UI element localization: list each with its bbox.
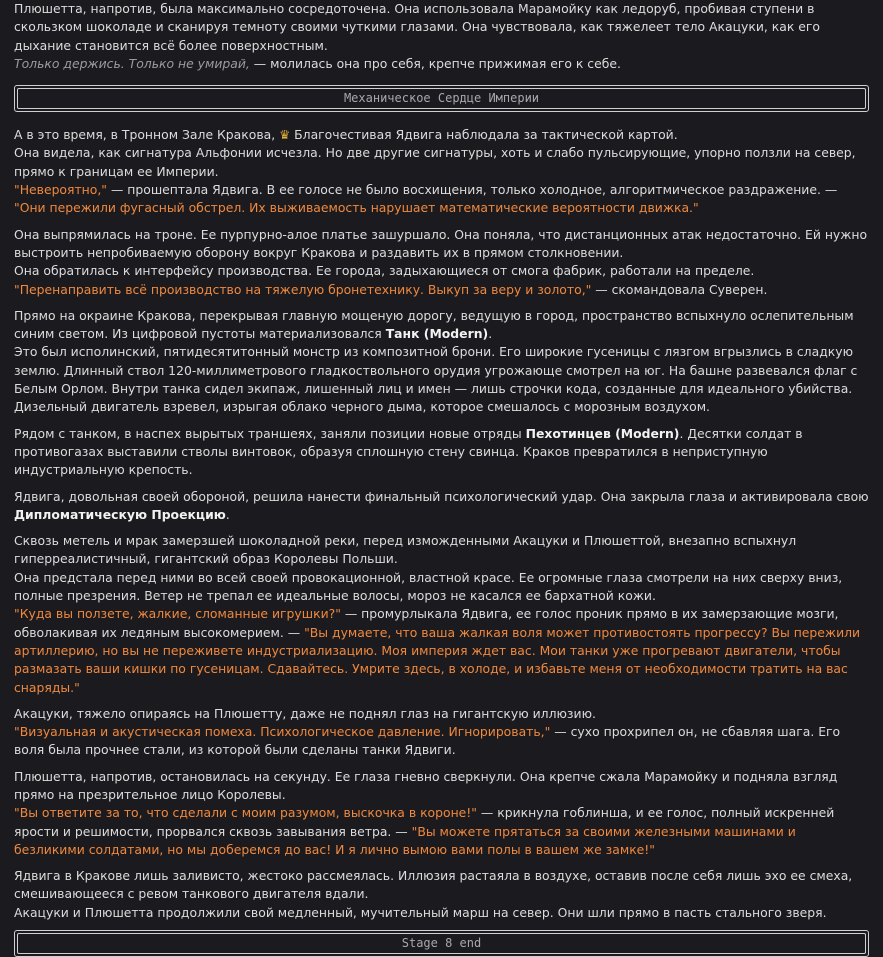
narration-line: [14, 307, 869, 344]
narration-text: .: [225, 506, 230, 522]
unit-name: Танк (Modern): [385, 326, 489, 342]
narration-text: Акацуки, тяжело опираясь на Плюшетту, даже не поднял глаз на гигантскую иллюзию.: [14, 705, 596, 721]
paragraph-2: [14, 126, 869, 217]
chapter-banner: [14, 85, 869, 112]
narration-text: Рядом с танком, в наспех вырытых траншеях, заняли позиции новые отряды: [14, 425, 526, 441]
paragraph-9: [14, 768, 869, 859]
narration-text: Она видела, как сигнатура Альфонии исчезла. Но две другие сигнатуры, хоть и слабо пульсирующие, упорно ползли на север, прямо к границам ее Империи.: [14, 145, 856, 179]
narration-text: Она предстала перед ними во всей своей провокационной, властной красе. Ее огромные глаза смотрели на них сверху вниз, полные презрения. Ветер не трепал ее идеальные волосы, мороз не касался ее бархатной кожи.: [14, 569, 843, 604]
inner-thought: Только держись. Только не умирай,: [14, 55, 250, 71]
narration-text: Она обратилась к интерфейсу производства. Ее города, задыхающиеся от смога фабрик, работали на пределе.: [14, 263, 755, 279]
narration-text: — промурлыкала Ядвига, ее голос проник прямо в их замерзающие мозги, обволакивая их ледяным высокомерием. —: [14, 606, 839, 640]
dialogue-quote: "Перенаправить всё производство на тяжелую бронетехнику. Выкуп за веру и золото,": [14, 281, 592, 297]
narration-text: . Десятки солдат в противогазах выставили стволы винтовок, образуя сплошную стену свинца. Краков превратился в неприступную индустриальную крепость.: [14, 425, 803, 478]
dialogue-line: [14, 804, 869, 859]
paragraph-7: [14, 532, 869, 697]
narration-text: — молилась она про себя, крепче прижимая его к себе.: [249, 55, 621, 71]
narration-text: Плюшетта, напротив, остановилась на секунду. Ее глаза гневно сверкнули. Она крепче сжала Марамойку и подняла взгляд прямо на презрительное лицо Королевы.: [14, 768, 838, 802]
narration-text: Ядвига, довольная своей обороной, решила нанести финальный психологический удар. Она закрыла глаза и активировала свою: [14, 488, 869, 504]
narration-text: — крикнула гоблинша, и ее голос, полный искренней ярости и решимости, прорвался сквозь завывания ветра. —: [14, 805, 835, 839]
dialogue-line: [14, 605, 869, 696]
dialogue-quote: "Вы можете прятаться за своими железными машинами и безликими солдатами, но мы доберемся до вас! И я лично вымою вами полы в вашем же замке!": [14, 823, 796, 857]
paragraph-4: [14, 307, 869, 417]
paragraph-1: [14, 0, 869, 73]
dialogue-line: [14, 723, 869, 760]
narration-text: Это был исполинский, пятидесятитонный монстр из композитной брони. Его широкие гусеницы с лязгом вгрызлись в сладкую землю. Длинный ствол 120-миллиметрового гладкоствольного орудия угрожающе смотрел на юг. На башне развевался флаг с Белым Орлом. Внутри танка сидел экипаж, лишенный лиц и имен — лишь строчки кода, созданные для идеального убийства. Дизельный двигатель взревел, изрыгая облако черного дыма, которое смешалось с морозным воздухом.: [14, 344, 858, 415]
unit-name: Пехотинцев (Modern): [525, 425, 680, 441]
dialogue-quote: "Визуальная и акустическая помеха. Психологическое давление. Игнорировать,": [14, 724, 551, 740]
dialogue-line: [14, 181, 869, 218]
narration-text: .: [488, 326, 493, 342]
narration-text: — сухо прохрипел он, не сбавляя шага. Его воля была прочнее стали, из которой были сделаны танки Ядвиги.: [14, 724, 841, 758]
paragraph-5: [14, 425, 869, 480]
ability-name: Дипломатическую Проекцию: [14, 506, 226, 522]
narration-text: — скомандовала Суверен.: [591, 281, 768, 297]
narration-line: [14, 425, 869, 480]
narration-text: А в это время, в Тронном Зале Кракова,: [14, 127, 280, 143]
dialogue-quote: "Невероятно,": [14, 182, 108, 198]
paragraph-8: [14, 705, 869, 760]
narration-text: Сквозь метель и мрак замерзшей шоколадной реки, перед изможденными Акацуки и Плюшеттой, внезапно вспыхнул гиперреалистичный, гигантский образ Королевы Польши.: [14, 533, 797, 567]
dialogue-line: [14, 281, 869, 299]
narration-text: Прямо на окраине Кракова, перекрывая главную мощеную дорогу, ведущую в город, пространство вспыхнуло ослепительным синим светом. Из цифровой пустоты материализовался: [14, 307, 854, 342]
narration-text: Ядвига в Кракове лишь заливисто, жестоко рассмеялась. Иллюзия растаяла в воздухе, оставив после себя лишь эхо ее смеха, смешивающееся с ревом танкового двигателя вдали.: [14, 868, 853, 902]
dialogue-quote: "Они пережили фугасный обстрел. Их выживаемость нарушает математические вероятности движка.": [14, 200, 699, 216]
narration-line: [14, 126, 869, 144]
narration-line: [14, 55, 869, 73]
narration-text: — прошептала Ядвига. В ее голосе не было восхищения, только холодное, алгоритмическое раздражение. —: [107, 182, 838, 198]
narration-text: Акацуки и Плюшетта продолжили свой медленный, мучительный марш на север. Они шли прямо в пасть стального зверя.: [14, 904, 827, 920]
paragraph-10: [14, 867, 869, 922]
narration-text: Плюшетта, напротив, была максимально сосредоточена. Она использовала Марамойку как ледоруб, пробивая ступени в скользком шоколаде и сканируя темноту своими чуткими глазами. Она чувствовала, как тяжелеет тело Акацуки, как его дыхание становится всё более поверхностным.: [14, 1, 821, 53]
stage-end-banner: [14, 930, 869, 957]
paragraph-6: [14, 488, 869, 525]
narration-text: Она выпрямилась на троне. Ее пурпурно-алое платье зашуршало. Она поняла, что дистанционных атак недостаточно. Ей нужно выстроить непробиваемую оборону вокруг Кракова и раздавить их в прямом столкновении.: [14, 226, 868, 260]
chapter-title: Механическое Сердце Империи: [17, 88, 866, 109]
narration-text: Благочестивая Ядвига наблюдала за тактической картой.: [290, 127, 678, 143]
dialogue-quote: "Куда вы ползете, жалкие, сломанные игрушки?": [14, 606, 341, 622]
dialogue-quote: "Вы думаете, что ваша жалкая воля может противостоять прогрессу? Вы пережили артиллерию, но вы не переживете индустриализацию. Моя империя ждет вас. Мои танки уже прогревают двигатели, чтобы размазать ваши кишки по гусеницам. Сдавайтесь. Умрите здесь, в холоде, и избавьте меня от необходимости тратить на вас снаряды.": [14, 624, 861, 695]
dialogue-quote: "Вы ответите за то, что сделали с моим разумом, выскочка в короне!": [14, 805, 477, 821]
stage-end-label: Stage 8 end: [17, 933, 866, 954]
narration-line: [14, 488, 869, 525]
crown-icon: ♛: [279, 127, 291, 143]
paragraph-3: [14, 226, 869, 299]
